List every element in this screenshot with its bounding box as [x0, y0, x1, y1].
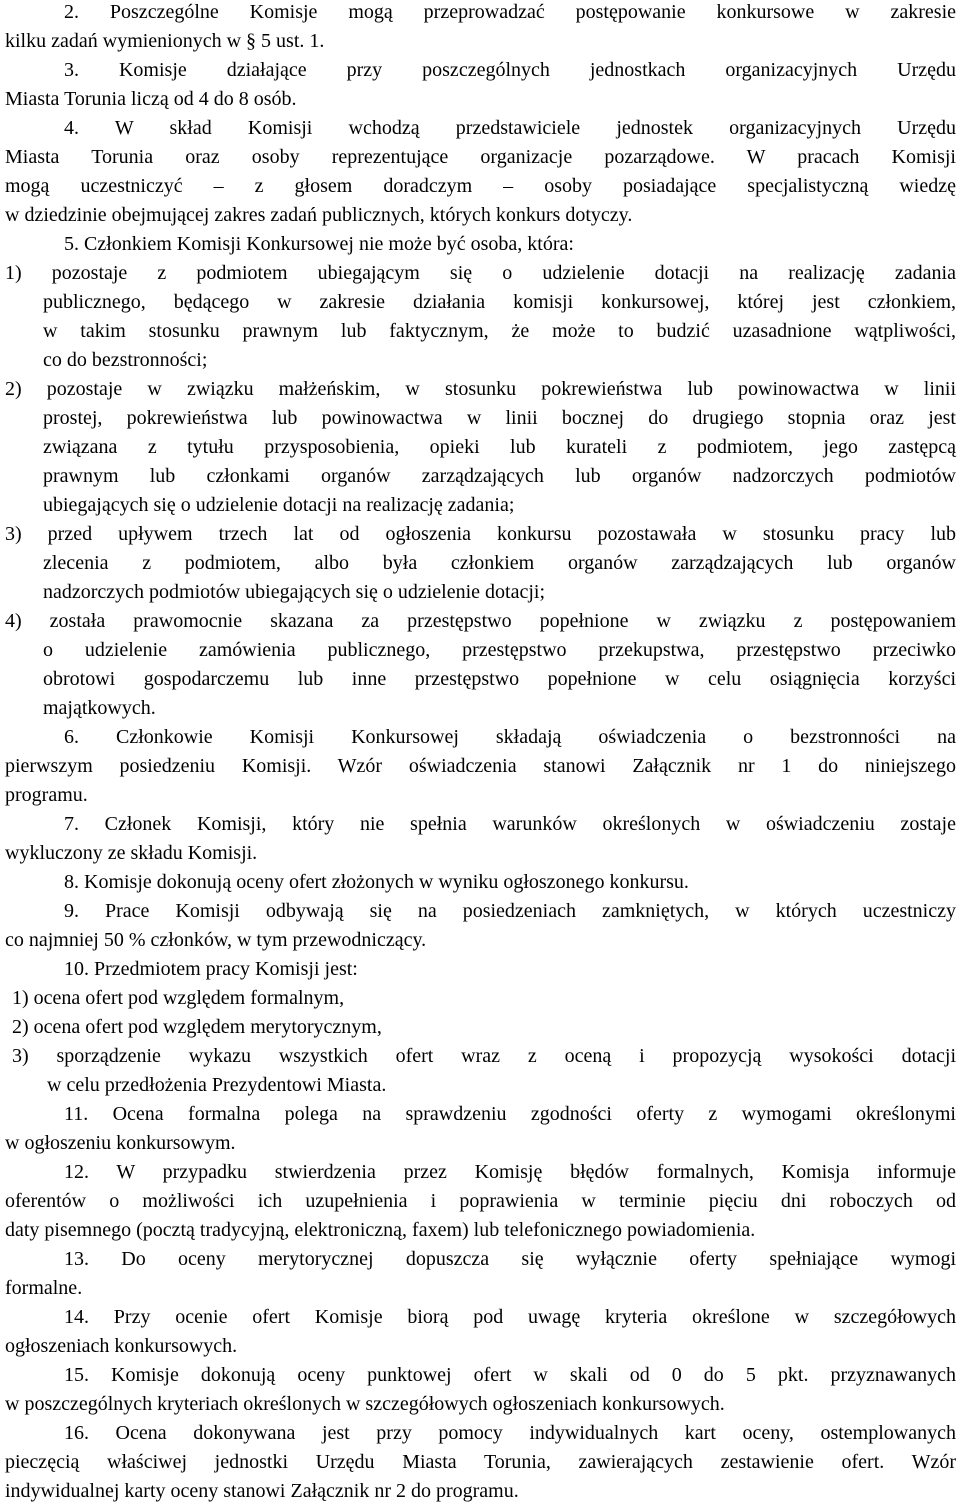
- text-line: Miasta Torunia liczą od 4 do 8 osób.: [5, 88, 297, 110]
- text-line: nadzorczych podmiotów ubiegających się o udzielenie dotacji;: [43, 581, 546, 603]
- text-line: 4. W skład Komisji wchodzą przedstawiciele jednostek organizacyjnych Urzędu: [64, 117, 956, 139]
- text-line: 3) przed upływem trzech lat od ogłoszenia konkursu pozostawała w stosunku pracy lub: [5, 523, 956, 545]
- text-line: indywidualnej karty oceny stanowi Załącznik nr 2 do programu.: [5, 1480, 519, 1502]
- text-line: 5. Członkiem Komisji Konkursowej nie może być osoba, która:: [64, 233, 574, 255]
- text-line: wykluczony ze składu Komisji.: [5, 842, 258, 864]
- text-line: 9. Prace Komisji odbywają się na posiedzeniach zamkniętych, w których uczestniczy: [64, 900, 956, 922]
- text-line: formalne.: [5, 1277, 83, 1299]
- text-line: 16. Ocena dokonywana jest przy pomocy indywidualnych kart oceny, ostemplowanych: [64, 1422, 956, 1444]
- text-line: w takim stosunku prawnym lub faktycznym, że może to budzić uzasadnione wątpliwości,: [43, 320, 956, 342]
- text-line: oferentów o możliwości ich uzupełnienia i poprawienia w terminie pięciu dni roboczych od: [5, 1190, 956, 1212]
- text-line: 3. Komisje działające przy poszczególnych jednostkach organizacyjnych Urzędu: [64, 59, 956, 81]
- text-line: 2) ocena ofert pod względem merytorycznym,: [12, 1016, 382, 1038]
- text-line: majątkowych.: [43, 697, 156, 719]
- text-line: pieczęcią właściwej jednostki Urzędu Miasta Torunia, zawierających zestawienie ofert. Wzór: [5, 1451, 956, 1473]
- text-line: 2) pozostaje w związku małżeńskim, w stosunku pokrewieństwa lub powinowactwa w linii: [5, 378, 956, 400]
- text-line: obrotowi gospodarczemu lub inne przestępstwo popełnione w celu osiągnięcia korzyści: [43, 668, 956, 690]
- text-line: 7. Członek Komisji, który nie spełnia warunków określonych w oświadczeniu zostaje: [64, 813, 956, 835]
- text-line: w celu przedłożenia Prezydentowi Miasta.: [47, 1074, 387, 1096]
- text-line: co do bezstronności;: [43, 349, 208, 371]
- text-line: prostej, pokrewieństwa lub powinowactwa w linii bocznej do drugiego stopnia oraz jest: [43, 407, 956, 429]
- text-line: 10. Przedmiotem pracy Komisji jest:: [64, 958, 358, 980]
- text-line: 13. Do oceny merytorycznej dopuszcza się wyłącznie oferty spełniające wymogi: [64, 1248, 956, 1270]
- text-line: ubiegających się o udzielenie dotacji na realizację zadania;: [43, 494, 515, 516]
- text-line: co najmniej 50 % członków, w tym przewodniczący.: [5, 929, 427, 951]
- text-line: w dziedzinie obejmującej zakres zadań publicznych, których konkurs dotyczy.: [5, 204, 633, 226]
- text-line: 1) ocena ofert pod względem formalnym,: [12, 987, 345, 1009]
- text-line: o udzielenie zamówienia publicznego, przestępstwo przekupstwa, przestępstwo przeciwko: [43, 639, 956, 661]
- text-line: 12. W przypadku stwierdzenia przez Komisję błędów formalnych, Komisja informuje: [64, 1161, 956, 1183]
- text-line: związana z tytułu przysposobienia, opieki lub kurateli z podmiotem, jego zastępcą: [43, 436, 956, 458]
- text-line: 6. Członkowie Komisji Konkursowej składają oświadczenia o bezstronności na: [64, 726, 956, 748]
- text-line: programu.: [5, 784, 88, 806]
- text-line: w ogłoszeniu konkursowym.: [5, 1132, 236, 1154]
- text-line: mogą uczestniczyć – z głosem doradczym – osoby posiadające specjalistyczną wiedzę: [5, 175, 956, 197]
- text-line: Miasta Torunia oraz osoby reprezentujące organizacje pozarządowe. W pracach Komisji: [5, 146, 956, 168]
- text-line: w poszczególnych kryteriach określonych w szczegółowych ogłoszeniach konkursowych.: [5, 1393, 725, 1415]
- text-line: 14. Przy ocenie ofert Komisje biorą pod uwagę kryteria określone w szczegółowych: [64, 1306, 956, 1328]
- text-line: kilku zadań wymienionych w § 5 ust. 1.: [5, 30, 325, 52]
- text-line: prawnym lub członkami organów zarządzających lub organów nadzorczych podmiotów: [43, 465, 956, 487]
- text-line: daty pisemnego (pocztą tradycyjną, elektroniczną, faxem) lub telefonicznego powiadomienia.: [5, 1219, 756, 1241]
- text-line: pierwszym posiedzeniu Komisji. Wzór oświadczenia stanowi Załącznik nr 1 do niniejszego: [5, 755, 956, 777]
- text-line: 8. Komisje dokonują oceny ofert złożonych w wyniku ogłoszonego konkursu.: [64, 871, 689, 893]
- text-line: zlecenia z podmiotem, albo była członkiem organów zarządzających lub organów: [43, 552, 956, 574]
- text-line: publicznego, będącego w zakresie działania komisji konkursowej, której jest członkiem,: [43, 291, 956, 313]
- text-line: 1) pozostaje z podmiotem ubiegającym się o udzielenie dotacji na realizację zadania: [5, 262, 956, 284]
- text-line: 15. Komisje dokonują oceny punktowej ofert w skali od 0 do 5 pkt. przyznawanych: [64, 1364, 956, 1386]
- text-line: 4) została prawomocnie skazana za przestępstwo popełnione w związku z postępowaniem: [5, 610, 956, 632]
- text-line: ogłoszeniach konkursowych.: [5, 1335, 238, 1357]
- text-line: 11. Ocena formalna polega na sprawdzeniu zgodności oferty z wymogami określonymi: [64, 1103, 956, 1125]
- text-line: 3) sporządzenie wykazu wszystkich ofert wraz z oceną i propozycją wysokości dotacji: [12, 1045, 956, 1067]
- text-line: 2. Poszczególne Komisje mogą przeprowadzać postępowanie konkursowe w zakresie: [64, 1, 956, 23]
